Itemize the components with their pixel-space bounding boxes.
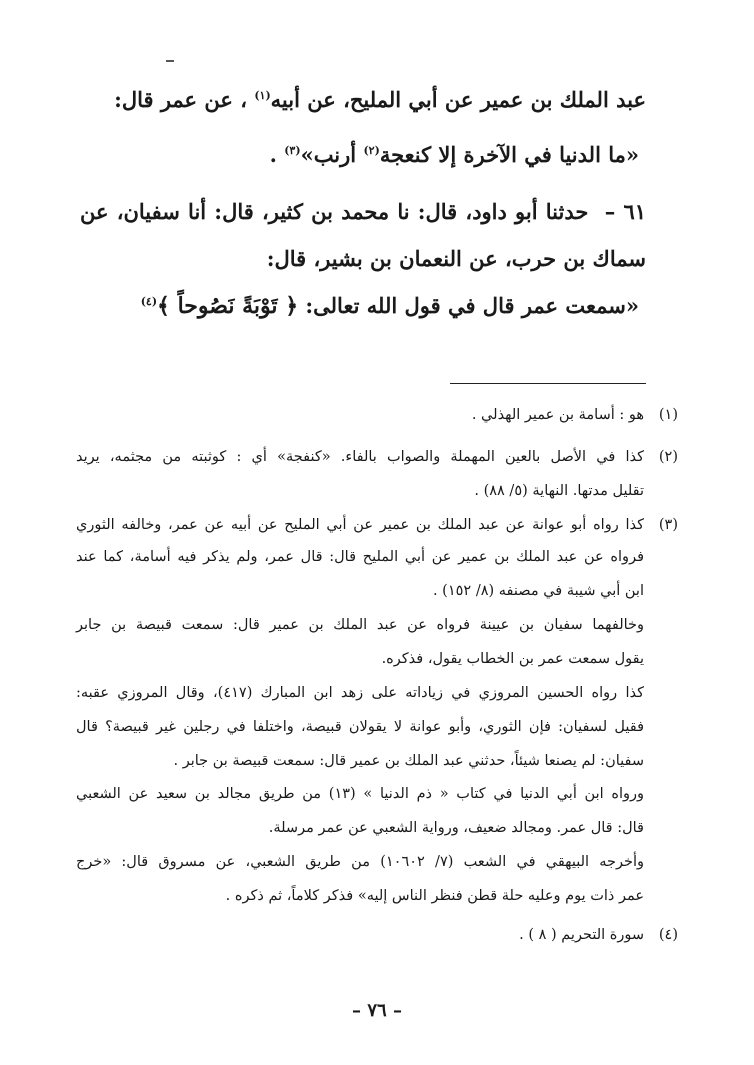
footnote-1: هو : أسامة بن عمير الهذلي . <box>471 407 644 423</box>
main-line-3 <box>80 197 646 227</box>
footnote-3-line-5: يقول سمعت عمر بن الخطاب يقول، فذكره. <box>381 651 644 667</box>
footnote-3-line-4: وخالفهما سفيان بن عيينة فرواه عن عبد الملك بن عمير قال: سمعت قبيصة بن جابر <box>76 617 644 633</box>
main-line-1 <box>70 85 646 115</box>
footnote-ref-1[interactable]: (١) <box>254 89 271 102</box>
footnote-2-line-1: كذا في الأصل بالعين المهملة والصواب بالفاء. «كنفجة» أي : كوثبته من مجثمه، يريد <box>76 449 644 465</box>
main-line-4 <box>70 244 646 274</box>
footnote-3-line-1: كذا رواه أبو عوانة عن عبد الملك بن عمير عن أبي المليح عن أبيه عن عمر، وخالفه الثوري <box>76 517 644 533</box>
main-line-2-text-a: «ما الدنيا في الآخرة إلا كنعجة <box>379 142 639 167</box>
footnote-2-line-2: تقليل مدتها. النهاية (٥/ ٨٨) . <box>474 483 644 499</box>
footnote-3-line-10: قال: قال عمر. ومجالد ضعيف، ورواية الشعبي عن عمر مرسلة. <box>268 820 644 836</box>
footnote-3-line-11: وأخرجه البيهقي في الشعب (٧/ ١٠٦٠٢) من طريق الشعبي، عن مسروق قال: «خرج <box>76 854 644 870</box>
footnote-3-line-2: فرواه عن عبد الملك بن عمير عن أبي المليح قال: قال عمر، ولم يذكر فيه أسامة، كما عند <box>76 549 644 565</box>
main-line-1-tail: ، عن عمر قال: <box>114 87 255 112</box>
footnote-3-line-3: ابن أبي شيبة في مصنفه (٨/ ١٥٢) . <box>432 583 644 599</box>
footnote-ref-4[interactable]: (٤) <box>140 295 158 308</box>
footnote-4-number: (٤) <box>658 927 678 943</box>
footnote-3-number: (٣) <box>658 517 678 533</box>
footnote-3-line-9: ورواه ابن أبي الدنيا في كتاب « ذم الدنيا » (١٣) من طريق مجالد بن سعيد عن الشعبي <box>76 786 645 802</box>
main-line-5 <box>70 291 639 321</box>
hadith-number: ٦١ – <box>604 199 647 224</box>
footnote-4: سورة التحريم ( ٨ ) . <box>519 927 644 943</box>
main-line-2-text-b: أرنب» <box>300 142 364 167</box>
main-line-5-text: «سمعت عمر قال في قول الله تعالى: <box>298 293 639 318</box>
main-line-2 <box>70 140 639 170</box>
page-number: – ٧٦ – <box>352 1000 402 1021</box>
footnote-3-line-6: كذا رواه الحسين المروزي في زياداته على زهد ابن المبارك (٤١٧)، وقال المروزي عقبه: <box>76 685 644 701</box>
quran-verse: ﴿ تَوْبَةً نَصُوحاً ﴾ <box>157 293 299 319</box>
footnote-ref-3[interactable]: (٣) <box>284 144 301 157</box>
footnote-3-line-8: سفيان: لم يصنعا شيئاً، حدثني عبد الملك بن عمير قال: سمعت قبيصة بن جابر . <box>173 753 644 769</box>
footnote-divider <box>450 383 646 384</box>
footnote-ref-2[interactable]: (٢) <box>363 144 380 157</box>
footnote-3-line-12: عمر ذات يوم وعليه حلة قطن فنظر الناس إليه» فذكر كلاماً، ثم ذكره . <box>225 888 644 904</box>
footnote-3-line-7: فقيل لسفيان: فإن الثوري، وأبو عوانة لا يقولان قبيصة، واختلفا في رجلين غير قبيصة؟ قال <box>76 719 644 735</box>
main-line-1-text: عبد الملك بن عمير عن أبي المليح، عن أبيه <box>270 87 646 112</box>
main-line-3-text: حدثنا أبو داود، قال: نا محمد بن كثير، قال: أنا سفيان، عن <box>80 199 589 224</box>
main-line-4-text: سماك بن حرب، عن النعمان بن بشير، قال: <box>266 246 646 271</box>
footnote-1-number: (١) <box>658 407 678 423</box>
main-line-2-tail: . <box>269 142 285 167</box>
footnote-2-number: (٢) <box>658 449 678 465</box>
stray-mark <box>166 60 174 62</box>
